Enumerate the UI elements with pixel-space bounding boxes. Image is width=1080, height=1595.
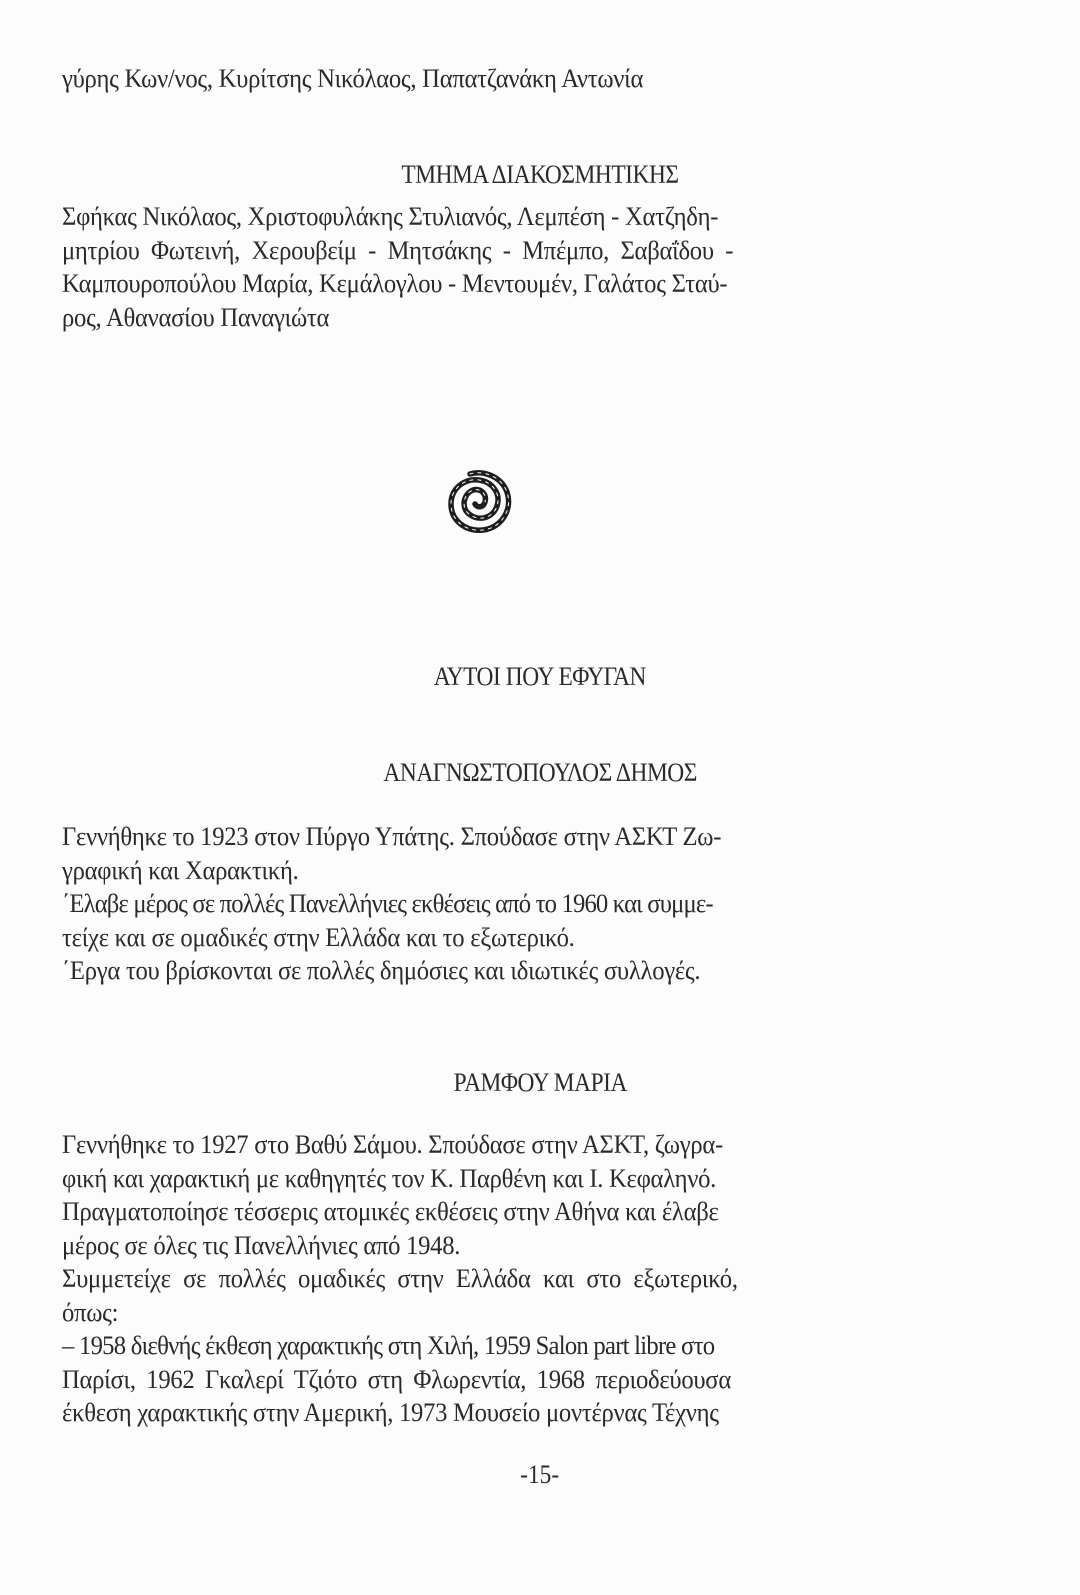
text-line: Παρίσι, 1962 Γκαλερί Τζιότο στη Φλωρεντία, 1968 περιοδεύουσα bbox=[62, 1363, 731, 1394]
artist-name-heading bbox=[0, 758, 1080, 788]
page-number bbox=[0, 1460, 1080, 1490]
section-heading-departed bbox=[0, 662, 1080, 692]
artist-bio-paragraph bbox=[62, 820, 853, 988]
text-line: έκθεση χαρακτικής στην Αμερική, 1973 Μουσείο μοντέρνας Τέχνης bbox=[62, 1397, 719, 1427]
text-line: Σφήκας Νικόλαος, Χριστοφυλάκης Στυλιανός, Λεμπέση - Χατζηδη- bbox=[62, 201, 719, 231]
text-line: ΄Εργα του βρίσκονται σε πολλές δημόσιες και ιδιωτικές συλλογές. bbox=[62, 955, 701, 985]
decorative-members-paragraph bbox=[62, 200, 853, 334]
continuation-paragraph bbox=[62, 62, 853, 96]
text-line: τείχε και σε ομαδικές στην Ελλάδα και το εξωτερικό. bbox=[62, 921, 575, 952]
text-line: όπως: bbox=[62, 1296, 119, 1327]
section-heading-text: ΑΥΤΟΙ ΠΟΥ ΕΦΥΓΑΝ bbox=[433, 662, 647, 691]
text-line: μητρίου Φωτεινή, Χερουβείμ - Μητσάκης - Μπέμπο, Σαβαΐδου - bbox=[62, 234, 734, 265]
artist-name-heading bbox=[0, 1068, 1080, 1098]
text-line: Γεννήθηκε το 1923 στον Πύργο Υπάτης. Σπούδασε στην ΑΣΚΤ Ζω- bbox=[62, 821, 722, 851]
artist-bio-paragraph bbox=[62, 1128, 853, 1430]
text-line: μέρος σε όλες τις Πανελλήνιες από 1948. bbox=[62, 1229, 461, 1260]
text-line: Πραγματοποίησε τέσσερις ατομικές εκθέσεις στην Αθήνα και έλαβε bbox=[62, 1196, 719, 1226]
text-line: Συμμετείχε σε πολλές ομαδικές στην Ελλάδα και στο εξωτερικό, bbox=[62, 1263, 738, 1293]
page-number-text: -15- bbox=[520, 1460, 560, 1489]
artist-name-text: ΡΑΜΦΟΥ ΜΑΡΙΑ bbox=[453, 1068, 627, 1097]
text-line: Καμπουροπούλου Μαρία, Κεμάλογλου - Μεντουμέν, Γαλάτος Σταύ- bbox=[62, 268, 728, 298]
text-line: ρος, Αθανασίου Παναγιώτα bbox=[62, 301, 330, 332]
section-heading-text: ΤΜΗΜΑ ΔΙΑΚΟΣΜΗΤΙΚΗΣ bbox=[401, 160, 679, 189]
section-heading-decorative bbox=[0, 160, 1080, 190]
text-line: – 1958 διεθνής έκθεση χαρακτικής στη Χιλή, 1959 Salon part libre στο bbox=[62, 1330, 715, 1360]
text-line: γύρης Κων/νος, Κυρίτσης Νικόλαος, Παπατζανάκη Αντωνία bbox=[62, 63, 644, 93]
text-line: Γεννήθηκε το 1927 στο Βαθύ Σάμου. Σπούδασε στην ΑΣΚΤ, ζωγρα- bbox=[62, 1129, 723, 1159]
spiral-icon bbox=[443, 462, 523, 542]
text-line: γραφική και Χαρακτική. bbox=[62, 854, 299, 885]
artist-name-text: ΑΝΑΓΝΩΣΤΟΠΟΥΛΟΣ ΔΗΜΟΣ bbox=[383, 758, 697, 787]
text-line: φική και χαρακτική με καθηγητές τον Κ. Παρθένη και Ι. Κεφαληνό. bbox=[62, 1162, 717, 1193]
text-line: ΄Ελαβε μέρος σε πολλές Πανελλήνιες εκθέσεις από το 1960 και συμμε- bbox=[62, 888, 713, 918]
